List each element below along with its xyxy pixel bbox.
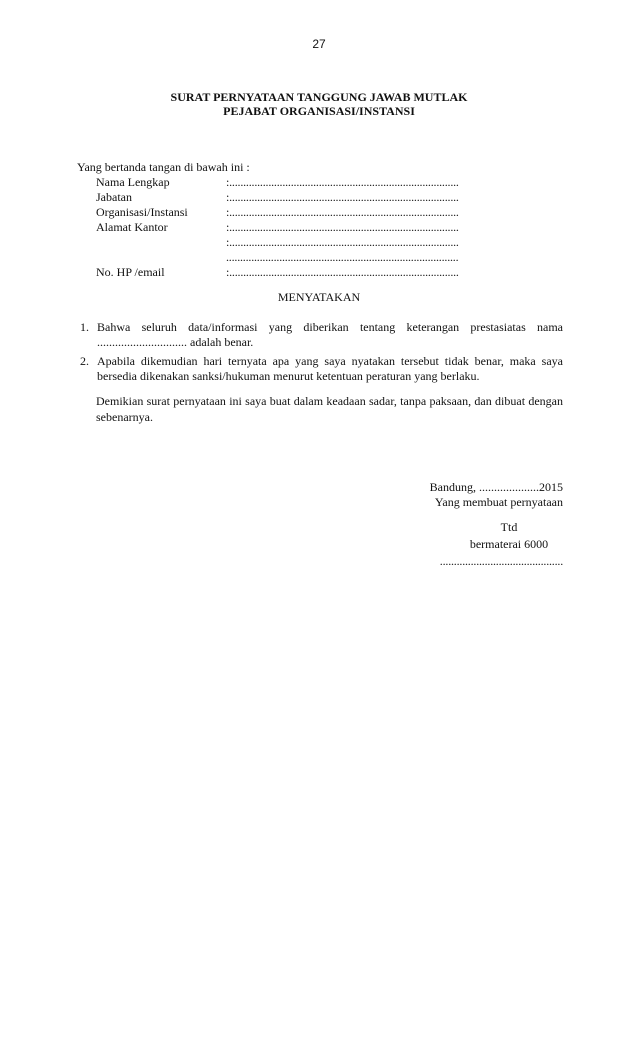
stamp-note: bermaterai 6000 [469, 537, 549, 551]
field-label: Alamat Kantor [96, 220, 168, 234]
document-title-line-2: PEJABAT ORGANISASI/INSTANSI [223, 104, 415, 118]
list-item-text: Apabila dikemudian hari ternyata apa yang saya nyatakan tersebut tidak benar, maka saya bersedia dikenakan sanksi/hukuman menurut ketentuan peraturan yang berlaku. [97, 354, 563, 383]
field-value: :.................................................................................. [226, 175, 459, 189]
field-label: Jabatan [96, 190, 132, 204]
signature-block [410, 480, 563, 510]
declaration-heading: MENYATAKAN [277, 290, 361, 304]
place-date: Bandung, ....................2015 [429, 480, 563, 494]
field-label: Nama Lengkap [96, 175, 170, 189]
list-item [77, 354, 563, 384]
list-item-text: Bahwa seluruh data/informasi yang diberikan tentang keterangan prestasiatas nama .............................. adalah benar. [97, 320, 563, 349]
list-item-number: 1. [80, 320, 89, 334]
list-item-number: 2. [80, 354, 89, 368]
field-label: No. HP /email [96, 265, 165, 279]
closing-paragraph: Demikian surat pernyataan ini saya buat dalam keadaan sadar, tanpa paksaan, dan dibuat dengan sebenarnya. [96, 394, 563, 424]
list-item [77, 320, 563, 350]
field-label: Organisasi/Instansi [96, 205, 188, 219]
field-value: ................................................................................... [226, 250, 459, 264]
signature-ttd: Ttd [500, 520, 518, 534]
signature-line: ............................................ [439, 554, 563, 568]
declaration-points [77, 320, 563, 388]
field-value: :.................................................................................. [226, 220, 459, 234]
signer-caption: Yang membuat pernyataan [434, 495, 563, 509]
field-value: :.................................................................................. [226, 190, 459, 204]
document-title-line-1: SURAT PERNYATAAN TANGGUNG JAWAB MUTLAK [170, 90, 468, 104]
field-value: :.................................................................................. [226, 235, 459, 249]
page-number: 27 [312, 37, 326, 51]
field-value: :.................................................................................. [226, 205, 459, 219]
field-value: :.................................................................................. [226, 265, 459, 279]
document-title [0, 90, 638, 118]
intro-text: Yang bertanda tangan di bawah ini : [77, 160, 250, 174]
